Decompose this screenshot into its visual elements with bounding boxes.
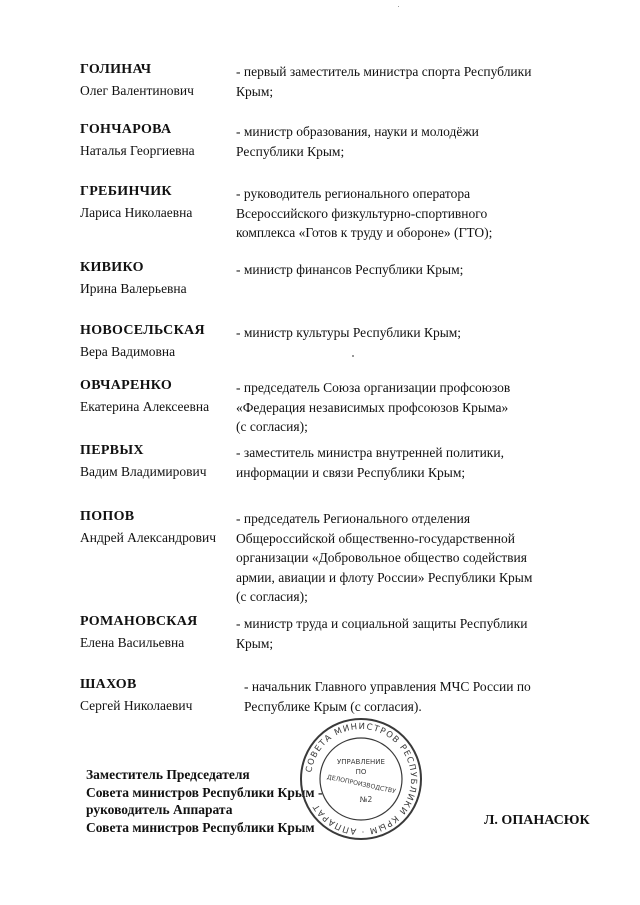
role-line: Республике Крым (с согласия). <box>244 698 422 714</box>
member-given-name: Ирина Валерьевна <box>80 281 187 296</box>
stamp-center-line: ПО <box>355 768 367 776</box>
member-given-name: Вадим Владимирович <box>80 464 207 479</box>
member-surname: КИВИКО <box>80 260 144 275</box>
member-role <box>236 509 596 607</box>
role-line: - председатель Регионального отделения <box>236 511 471 526</box>
role-line: Крым; <box>236 635 274 651</box>
member-role <box>244 677 604 716</box>
role-line: - министр образования, науки и молодёжи <box>236 124 479 139</box>
signer-name: Л. ОПАНАСЮК <box>484 813 590 828</box>
member-role <box>236 122 596 161</box>
role-line: Республики Крым; <box>236 143 345 159</box>
member-given-name: Сергей Николаевич <box>80 698 193 713</box>
role-line: Крым; <box>236 83 274 99</box>
stamp-center-line: №2 <box>359 795 373 804</box>
member-surname: НОВОСЕЛЬСКАЯ <box>80 323 205 338</box>
member-role <box>236 378 596 437</box>
role-line: Всероссийского физкультурно-спортивного <box>236 205 488 221</box>
scan-speck <box>352 355 354 357</box>
role-line: комплекса «Готов к труду и обороне» (ГТО); <box>236 225 493 240</box>
member-role <box>236 323 596 343</box>
role-line: - министр культуры Республики Крым; <box>236 325 462 340</box>
role-line: организации «Добровольное общество содействия <box>236 550 527 565</box>
member-given-name: Олег Валентинович <box>80 83 194 98</box>
signature-block <box>86 766 322 836</box>
member-surname: ОВЧАРЕНКО <box>80 378 173 393</box>
stamp-ring-text: СОВЕТА МИНИСТРОВ РЕСПУБЛИКИ КРЫМ · АППАРАТ <box>304 721 419 837</box>
member-role <box>236 62 596 101</box>
member-given-name: Наталья Георгиевна <box>80 143 195 158</box>
role-line: - заместитель министра внутренней политики, <box>236 445 504 460</box>
member-role <box>236 443 596 482</box>
member-given-name: Елена Васильевна <box>80 635 185 650</box>
role-line: - министр труда и социальной защиты Республики <box>236 616 528 631</box>
member-surname: ПОПОВ <box>80 509 135 524</box>
stamp-center-line: ДЕЛОПРОИЗВОДСТВУ <box>326 773 397 796</box>
member-given-name: Екатерина Алексеевна <box>80 399 210 414</box>
member-surname: РОМАНОВСКАЯ <box>80 614 198 629</box>
member-surname: ГОЛИНАЧ <box>80 62 152 77</box>
member-surname: ГРЕБИНЧИК <box>80 184 172 199</box>
member-surname: ПЕРВЫХ <box>80 443 144 458</box>
role-line: Общероссийской общественно-государственной <box>236 530 515 546</box>
signature-title-line: Совета министров Республики Крым <box>86 819 315 835</box>
member-role <box>236 184 596 243</box>
signature-title-line: руководитель Аппарата <box>86 802 233 817</box>
role-line: армии, авиации и флоту России» Республики Крым <box>236 569 533 585</box>
signature-title-line: Заместитель Председателя <box>86 767 250 782</box>
scan-speck <box>398 6 399 7</box>
member-given-name: Вера Вадимовна <box>80 344 176 359</box>
member-given-name: Андрей Александрович <box>80 530 217 545</box>
role-line: - начальник Главного управления МЧС России по <box>244 679 531 694</box>
stamp-center-line: УПРАВЛЕНИЕ <box>337 758 385 766</box>
member-role <box>236 614 596 653</box>
role-line: (с согласия); <box>236 419 308 434</box>
member-role <box>236 260 596 280</box>
role-line: - председатель Союза организации профсоюзов <box>236 380 511 395</box>
role-line: - руководитель регионального оператора <box>236 186 471 201</box>
role-line: - министр финансов Республики Крым; <box>236 262 464 277</box>
member-surname: ГОНЧАРОВА <box>80 122 172 137</box>
official-seal-stamp <box>298 716 424 842</box>
role-line: (с согласия); <box>236 589 308 604</box>
member-surname: ШАХОВ <box>80 677 137 692</box>
role-line: информации и связи Республики Крым; <box>236 464 466 480</box>
signature-title-line: Совета министров Республики Крым - <box>86 784 323 800</box>
role-line: - первый заместитель министра спорта Республики <box>236 64 532 79</box>
svg-text:СОВЕТА МИНИСТРОВ РЕСПУБЛИКИ КР <box>304 722 418 836</box>
member-given-name: Лариса Николаевна <box>80 205 193 220</box>
role-line: «Федерация независимых профсоюзов Крыма» <box>236 399 509 415</box>
